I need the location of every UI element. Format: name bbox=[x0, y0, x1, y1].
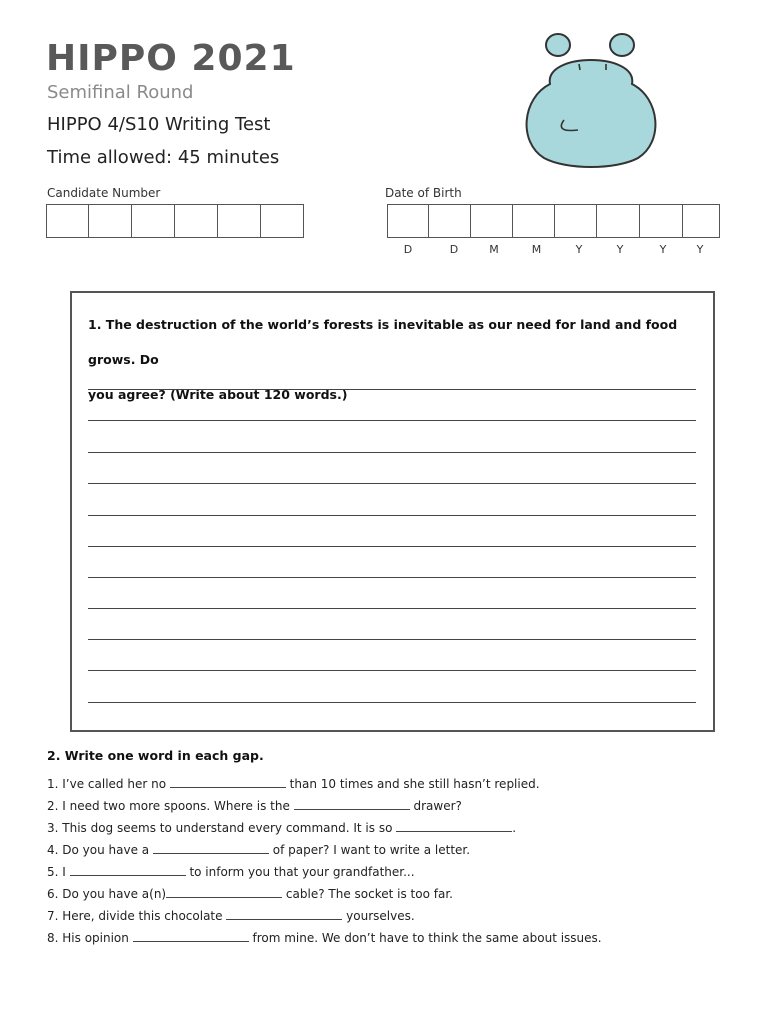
gap-blank[interactable] bbox=[70, 863, 186, 876]
gap-text-after: than 10 times and she still hasn’t replied. bbox=[285, 777, 540, 791]
dob-digit-box[interactable] bbox=[640, 204, 683, 238]
gap-blank[interactable] bbox=[166, 885, 282, 898]
dob-digit-box[interactable] bbox=[597, 204, 640, 238]
dob-letter: M bbox=[489, 243, 499, 256]
gap-text-after: yourselves. bbox=[342, 909, 415, 923]
question-1-line-2: you agree? (Write about 120 words.) bbox=[88, 387, 348, 402]
gap-blank[interactable] bbox=[153, 841, 269, 854]
gap-blank[interactable] bbox=[226, 907, 342, 920]
gap-text-after: from mine. We don’t have to think the same about issues. bbox=[248, 931, 602, 945]
writing-line[interactable] bbox=[88, 420, 696, 421]
dob-digit-box[interactable] bbox=[387, 204, 429, 238]
gap-text-after: . bbox=[512, 821, 517, 835]
writing-line[interactable] bbox=[88, 483, 696, 484]
gap-item bbox=[47, 906, 602, 928]
writing-line[interactable] bbox=[88, 389, 696, 390]
candidate-digit-box[interactable] bbox=[175, 204, 218, 238]
gap-text-after: of paper? I want to write a letter. bbox=[268, 843, 471, 857]
dob-letter: Y bbox=[575, 243, 583, 256]
gap-text-before: 4. Do you have a bbox=[47, 843, 153, 857]
gap-item bbox=[47, 818, 602, 840]
writing-task-box bbox=[70, 291, 715, 732]
gap-text-after: to inform you that your grandfather... bbox=[185, 865, 415, 879]
gap-blank[interactable] bbox=[294, 797, 410, 810]
writing-line[interactable] bbox=[88, 546, 696, 547]
dob-letter: Y bbox=[659, 243, 667, 256]
writing-line[interactable] bbox=[88, 577, 696, 578]
gap-item bbox=[47, 796, 602, 818]
dob-letter: D bbox=[449, 243, 459, 256]
gap-fill-list bbox=[47, 774, 602, 950]
gap-text-before: 6. Do you have a(n) bbox=[47, 887, 167, 901]
writing-line[interactable] bbox=[88, 670, 696, 671]
question-1-prompt bbox=[88, 307, 698, 412]
gap-text-after: cable? The socket is too far. bbox=[282, 887, 453, 901]
question-1-line-1: 1. The destruction of the world’s forests is inevitable as our need for land and food grows. Do bbox=[88, 317, 678, 367]
candidate-number-boxes bbox=[46, 204, 304, 238]
time-allowed: Time allowed: 45 minutes bbox=[47, 147, 280, 168]
hippo-logo-icon bbox=[520, 32, 662, 168]
dob-letter: D bbox=[403, 243, 413, 256]
gap-blank[interactable] bbox=[170, 775, 286, 788]
gap-item bbox=[47, 884, 602, 906]
dob-digit-box[interactable] bbox=[555, 204, 597, 238]
candidate-number-label: Candidate Number bbox=[47, 186, 161, 200]
writing-line[interactable] bbox=[88, 639, 696, 640]
brand-title: HIPPO 2021 bbox=[46, 38, 296, 79]
round-subtitle: Semifinal Round bbox=[47, 82, 194, 103]
dob-letter: Y bbox=[616, 243, 624, 256]
gap-text-before: 5. I bbox=[47, 865, 70, 879]
date-of-birth-boxes bbox=[387, 204, 720, 238]
test-title: HIPPO 4/S10 Writing Test bbox=[47, 114, 271, 135]
gap-item bbox=[47, 862, 602, 884]
gap-item bbox=[47, 928, 602, 950]
gap-text-before: 7. Here, divide this chocolate bbox=[47, 909, 227, 923]
candidate-digit-box[interactable] bbox=[89, 204, 132, 238]
gap-text-before: 2. I need two more spoons. Where is the bbox=[47, 799, 294, 813]
dob-letter: M bbox=[531, 243, 542, 256]
gap-text-before: 3. This dog seems to understand every command. It is so bbox=[47, 821, 397, 835]
gap-item bbox=[47, 840, 602, 862]
candidate-digit-box[interactable] bbox=[132, 204, 175, 238]
dob-letter: Y bbox=[696, 243, 704, 256]
dob-digit-box[interactable] bbox=[471, 204, 513, 238]
gap-item bbox=[47, 774, 602, 796]
dob-digit-box[interactable] bbox=[429, 204, 471, 238]
dob-digit-box[interactable] bbox=[683, 204, 720, 238]
gap-blank[interactable] bbox=[396, 819, 512, 832]
gap-text-before: 1. I’ve called her no bbox=[47, 777, 170, 791]
writing-line[interactable] bbox=[88, 702, 696, 703]
dob-format-letters bbox=[387, 243, 720, 256]
candidate-digit-box[interactable] bbox=[46, 204, 89, 238]
candidate-digit-box[interactable] bbox=[218, 204, 261, 238]
gap-blank[interactable] bbox=[133, 929, 249, 942]
writing-line[interactable] bbox=[88, 608, 696, 609]
candidate-digit-box[interactable] bbox=[261, 204, 304, 238]
writing-line[interactable] bbox=[88, 452, 696, 453]
question-2-title: 2. Write one word in each gap. bbox=[47, 748, 264, 763]
date-of-birth-label: Date of Birth bbox=[385, 186, 462, 200]
gap-text-after: drawer? bbox=[409, 799, 462, 813]
dob-digit-box[interactable] bbox=[513, 204, 555, 238]
writing-line[interactable] bbox=[88, 515, 696, 516]
gap-text-before: 8. His opinion bbox=[47, 931, 133, 945]
